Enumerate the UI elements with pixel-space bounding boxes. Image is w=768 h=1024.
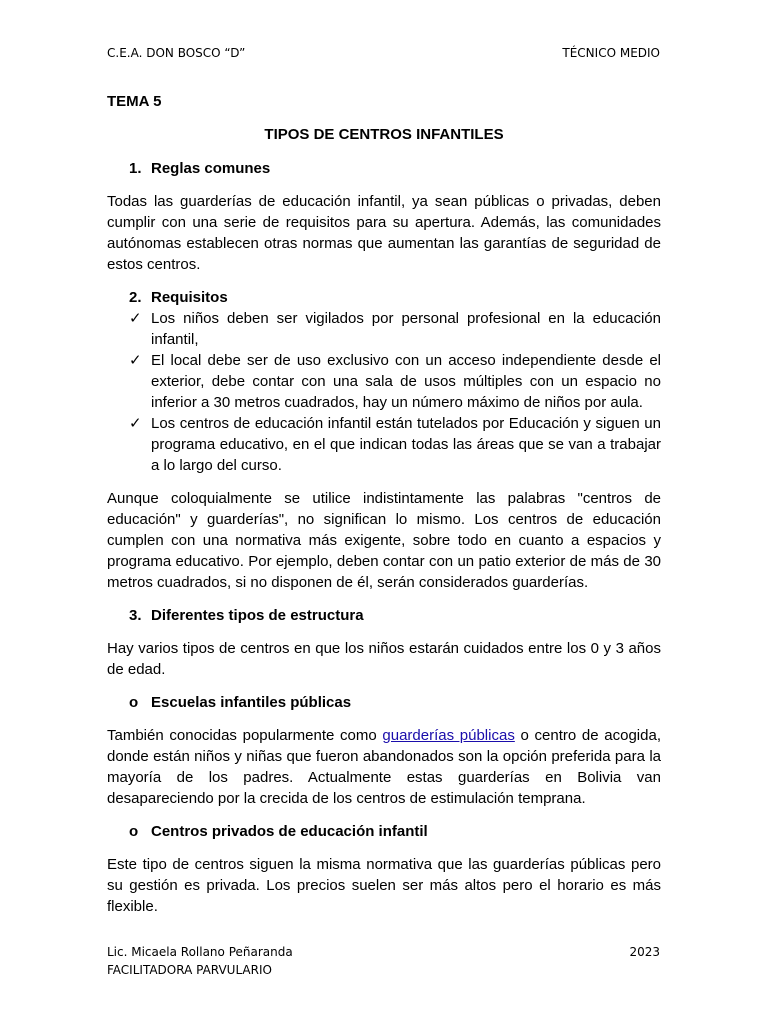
paragraph-rules: Todas las guarderías de educación infantil, ya sean públicas o privadas, deben cumplir con una serie de requisitos para su apertura. Además, las comunidades autónomas establecen otras normas que aumentan las garantías de seguridad de estos centros.	[107, 193, 661, 273]
list-item-text: Los niños deben ser vigilados por personal profesional en la educación infantil,	[151, 310, 661, 348]
section-title: Diferentes tipos de estructura	[151, 607, 364, 624]
list-item-text: Los centros de educación infantil están tutelados por Educación y siguen un programa educativo, en el que indican todas las áreas que se van a trabajar a lo largo del curso.	[151, 415, 661, 474]
section-heading-3	[107, 605, 661, 626]
section-title: Requisitos	[151, 289, 228, 306]
section-number: 1.	[129, 160, 142, 177]
page-title: TIPOS DE CENTROS INFANTILES	[264, 126, 504, 143]
subheading-public-schools	[107, 692, 661, 713]
list-item	[107, 413, 661, 476]
section-heading-2	[107, 287, 661, 308]
subheading-text: Escuelas infantiles públicas	[151, 694, 352, 711]
subheading-private-centers	[107, 821, 661, 842]
checkmark-icon: ✓	[129, 352, 142, 369]
checkmark-icon: ✓	[129, 415, 142, 432]
section-number: 2.	[129, 289, 142, 306]
paragraph-distinction: Aunque coloquialmente se utilice indistintamente las palabras "centros de educación" y guarderías", no significan lo mismo. Los centros de educación cumplen con una normativa más exigente, sobre todo en cuanto a espacios y programa educativo. Por ejemplo, deben contar con un patio exterior de más de 30 metros cuadrados, si no disponen de él, serán considerados guarderías.	[107, 490, 661, 591]
paragraph-text: o centro de acogida, donde están niños y niñas que fueron abandonados son la opción preferida para la mayoría de los padres. Actualmente estas guarderías en Bolivia van desapareciendo por la crecida de los centros de estimulación temprana.	[107, 727, 661, 807]
requirements-list	[107, 308, 661, 476]
list-item	[107, 308, 661, 350]
paragraph-text: También conocidas popularmente como	[107, 727, 383, 744]
public-nurseries-link[interactable]: guarderías públicas	[382, 727, 515, 744]
document-body	[107, 91, 661, 929]
checkmark-icon: ✓	[129, 310, 142, 327]
subheading-text: Centros privados de educación infantil	[151, 823, 428, 840]
footer-author	[107, 943, 293, 979]
paragraph-public	[107, 725, 661, 809]
paragraph-types: Hay varios tipos de centros en que los niños estarán cuidados entre los 0 y 3 años de edad.	[107, 640, 661, 678]
author-name: Lic. Micaela Rollano Peñaranda	[107, 945, 293, 959]
section-number: 3.	[129, 607, 142, 624]
author-role: FACILITADORA PARVULARIO	[107, 963, 272, 977]
bullet-icon: o	[129, 823, 139, 840]
section-heading-1	[107, 158, 661, 179]
topic-number: TEMA 5	[107, 93, 162, 110]
section-title: Reglas comunes	[151, 160, 271, 177]
bullet-icon: o	[129, 694, 139, 711]
list-item	[107, 350, 661, 413]
footer-year: 2023	[629, 945, 660, 959]
list-item-text: El local debe ser de uso exclusivo con un acceso independiente desde el exterior, debe contar con una sala de usos múltiples con un espacio no inferior a 30 metros cuadrados, hay un número máximo de niños por aula.	[151, 352, 661, 411]
paragraph-private: Este tipo de centros siguen la misma normativa que las guarderías públicas pero su gestión es privada. Los precios suelen ser más altos pero el horario es más flexible.	[107, 856, 661, 915]
header-level: TÉCNICO MEDIO	[562, 46, 660, 60]
header-institution: C.E.A. DON BOSCO “D”	[107, 46, 246, 60]
